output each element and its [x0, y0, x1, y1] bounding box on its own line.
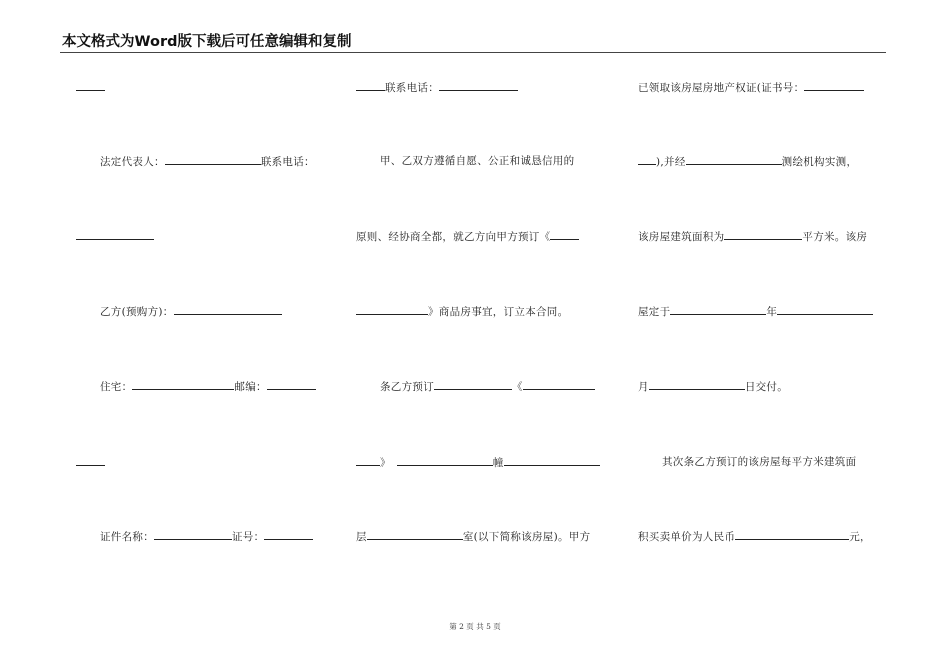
paragraph-text: 》 — [380, 457, 391, 469]
text-line — [638, 154, 888, 169]
text-line — [356, 304, 608, 319]
fill-blank — [804, 80, 864, 91]
fill-blank — [638, 154, 656, 165]
phone-label: 联系电话： — [260, 156, 315, 168]
text-line — [638, 379, 888, 394]
party-b-label: 乙方(预购方)： — [100, 306, 174, 318]
month-label: 月 — [638, 381, 649, 393]
paragraph-text: 元， — [849, 531, 871, 543]
paragraph-text: 平方米。该房 — [802, 231, 868, 243]
fill-blank — [686, 154, 782, 165]
text-line — [380, 379, 632, 394]
text-line — [356, 80, 608, 95]
text-line — [638, 304, 888, 319]
paragraph-text: 已领取该房屋房地产权证(证书号： — [638, 82, 805, 94]
header-divider — [60, 52, 886, 53]
id-number-label: 证号： — [232, 531, 265, 543]
text-line — [100, 304, 350, 319]
legal-rep-label: 法定代表人： — [100, 156, 165, 168]
text-line — [638, 229, 888, 244]
blank-line — [76, 80, 326, 95]
fill-blank — [367, 529, 463, 540]
fill-blank — [504, 455, 600, 466]
text-line — [356, 529, 608, 544]
fill-blank — [649, 379, 745, 390]
year-label: 年 — [766, 306, 778, 318]
paragraph-text: 日交付。 — [744, 381, 789, 393]
fill-blank — [670, 304, 766, 315]
phone-label: 联系电话： — [385, 82, 439, 94]
paragraph-text: ),并经 — [656, 156, 686, 168]
text-line — [100, 154, 350, 169]
fill-blank — [76, 455, 105, 466]
blank-line — [76, 229, 326, 244]
id-type-label: 证件名称： — [100, 531, 154, 543]
blank-line — [76, 455, 326, 470]
fill-blank — [76, 80, 105, 91]
fill-blank — [154, 529, 232, 540]
paragraph-text: 原则、经协商全都，就乙方向甲方预订《 — [356, 231, 551, 243]
text-line — [638, 80, 888, 95]
paragraph-text: 测绘机构实测， — [781, 156, 858, 168]
floor-label: 层 — [356, 531, 367, 543]
paragraph-text: 甲、乙双方遵循自愿、公正和诚恳信用的 — [380, 155, 575, 167]
text-line — [380, 154, 632, 168]
fill-blank — [434, 379, 512, 390]
fill-blank — [174, 304, 282, 315]
fill-blank — [397, 455, 493, 466]
paragraph-text: 屋定于 — [638, 306, 671, 318]
fill-blank — [356, 455, 380, 466]
fill-blank — [724, 229, 802, 240]
paragraph-text: 》商品房事宜，订立本合同。 — [428, 306, 569, 318]
text-line — [100, 529, 350, 544]
postcode-label: 邮编： — [234, 381, 267, 393]
fill-blank — [267, 379, 316, 390]
building-label: 幢 — [492, 457, 504, 469]
clause-text: 其次条乙方预订的该房屋每平方米建筑面 — [662, 456, 857, 468]
fill-blank — [264, 529, 313, 540]
paragraph-text: 《 — [512, 381, 523, 393]
clause-text: 条乙方预订 — [380, 381, 434, 393]
fill-blank — [735, 529, 849, 540]
fill-blank — [356, 304, 428, 315]
fill-blank — [132, 379, 234, 390]
fill-blank — [439, 80, 518, 91]
fill-blank — [550, 229, 579, 240]
fill-blank — [777, 304, 873, 315]
room-label: 室(以下简称该房屋)。甲方 — [462, 531, 591, 543]
text-line — [662, 455, 912, 469]
document-header: 本文格式为Word版下载后可任意编辑和复制 — [62, 34, 352, 50]
text-line — [356, 229, 608, 244]
fill-blank — [165, 154, 261, 165]
page-number: 第 2 页 共 5 页 — [449, 622, 501, 631]
fill-blank — [356, 80, 385, 91]
fill-blank — [523, 379, 595, 390]
paragraph-text: 该房屋建筑面积为 — [638, 231, 725, 243]
paragraph-text: 积买卖单价为人民币 — [638, 531, 736, 543]
text-line — [100, 379, 350, 394]
address-label: 住宅： — [100, 381, 133, 393]
text-line — [638, 529, 888, 544]
fill-blank — [76, 229, 154, 240]
text-line — [356, 455, 608, 470]
